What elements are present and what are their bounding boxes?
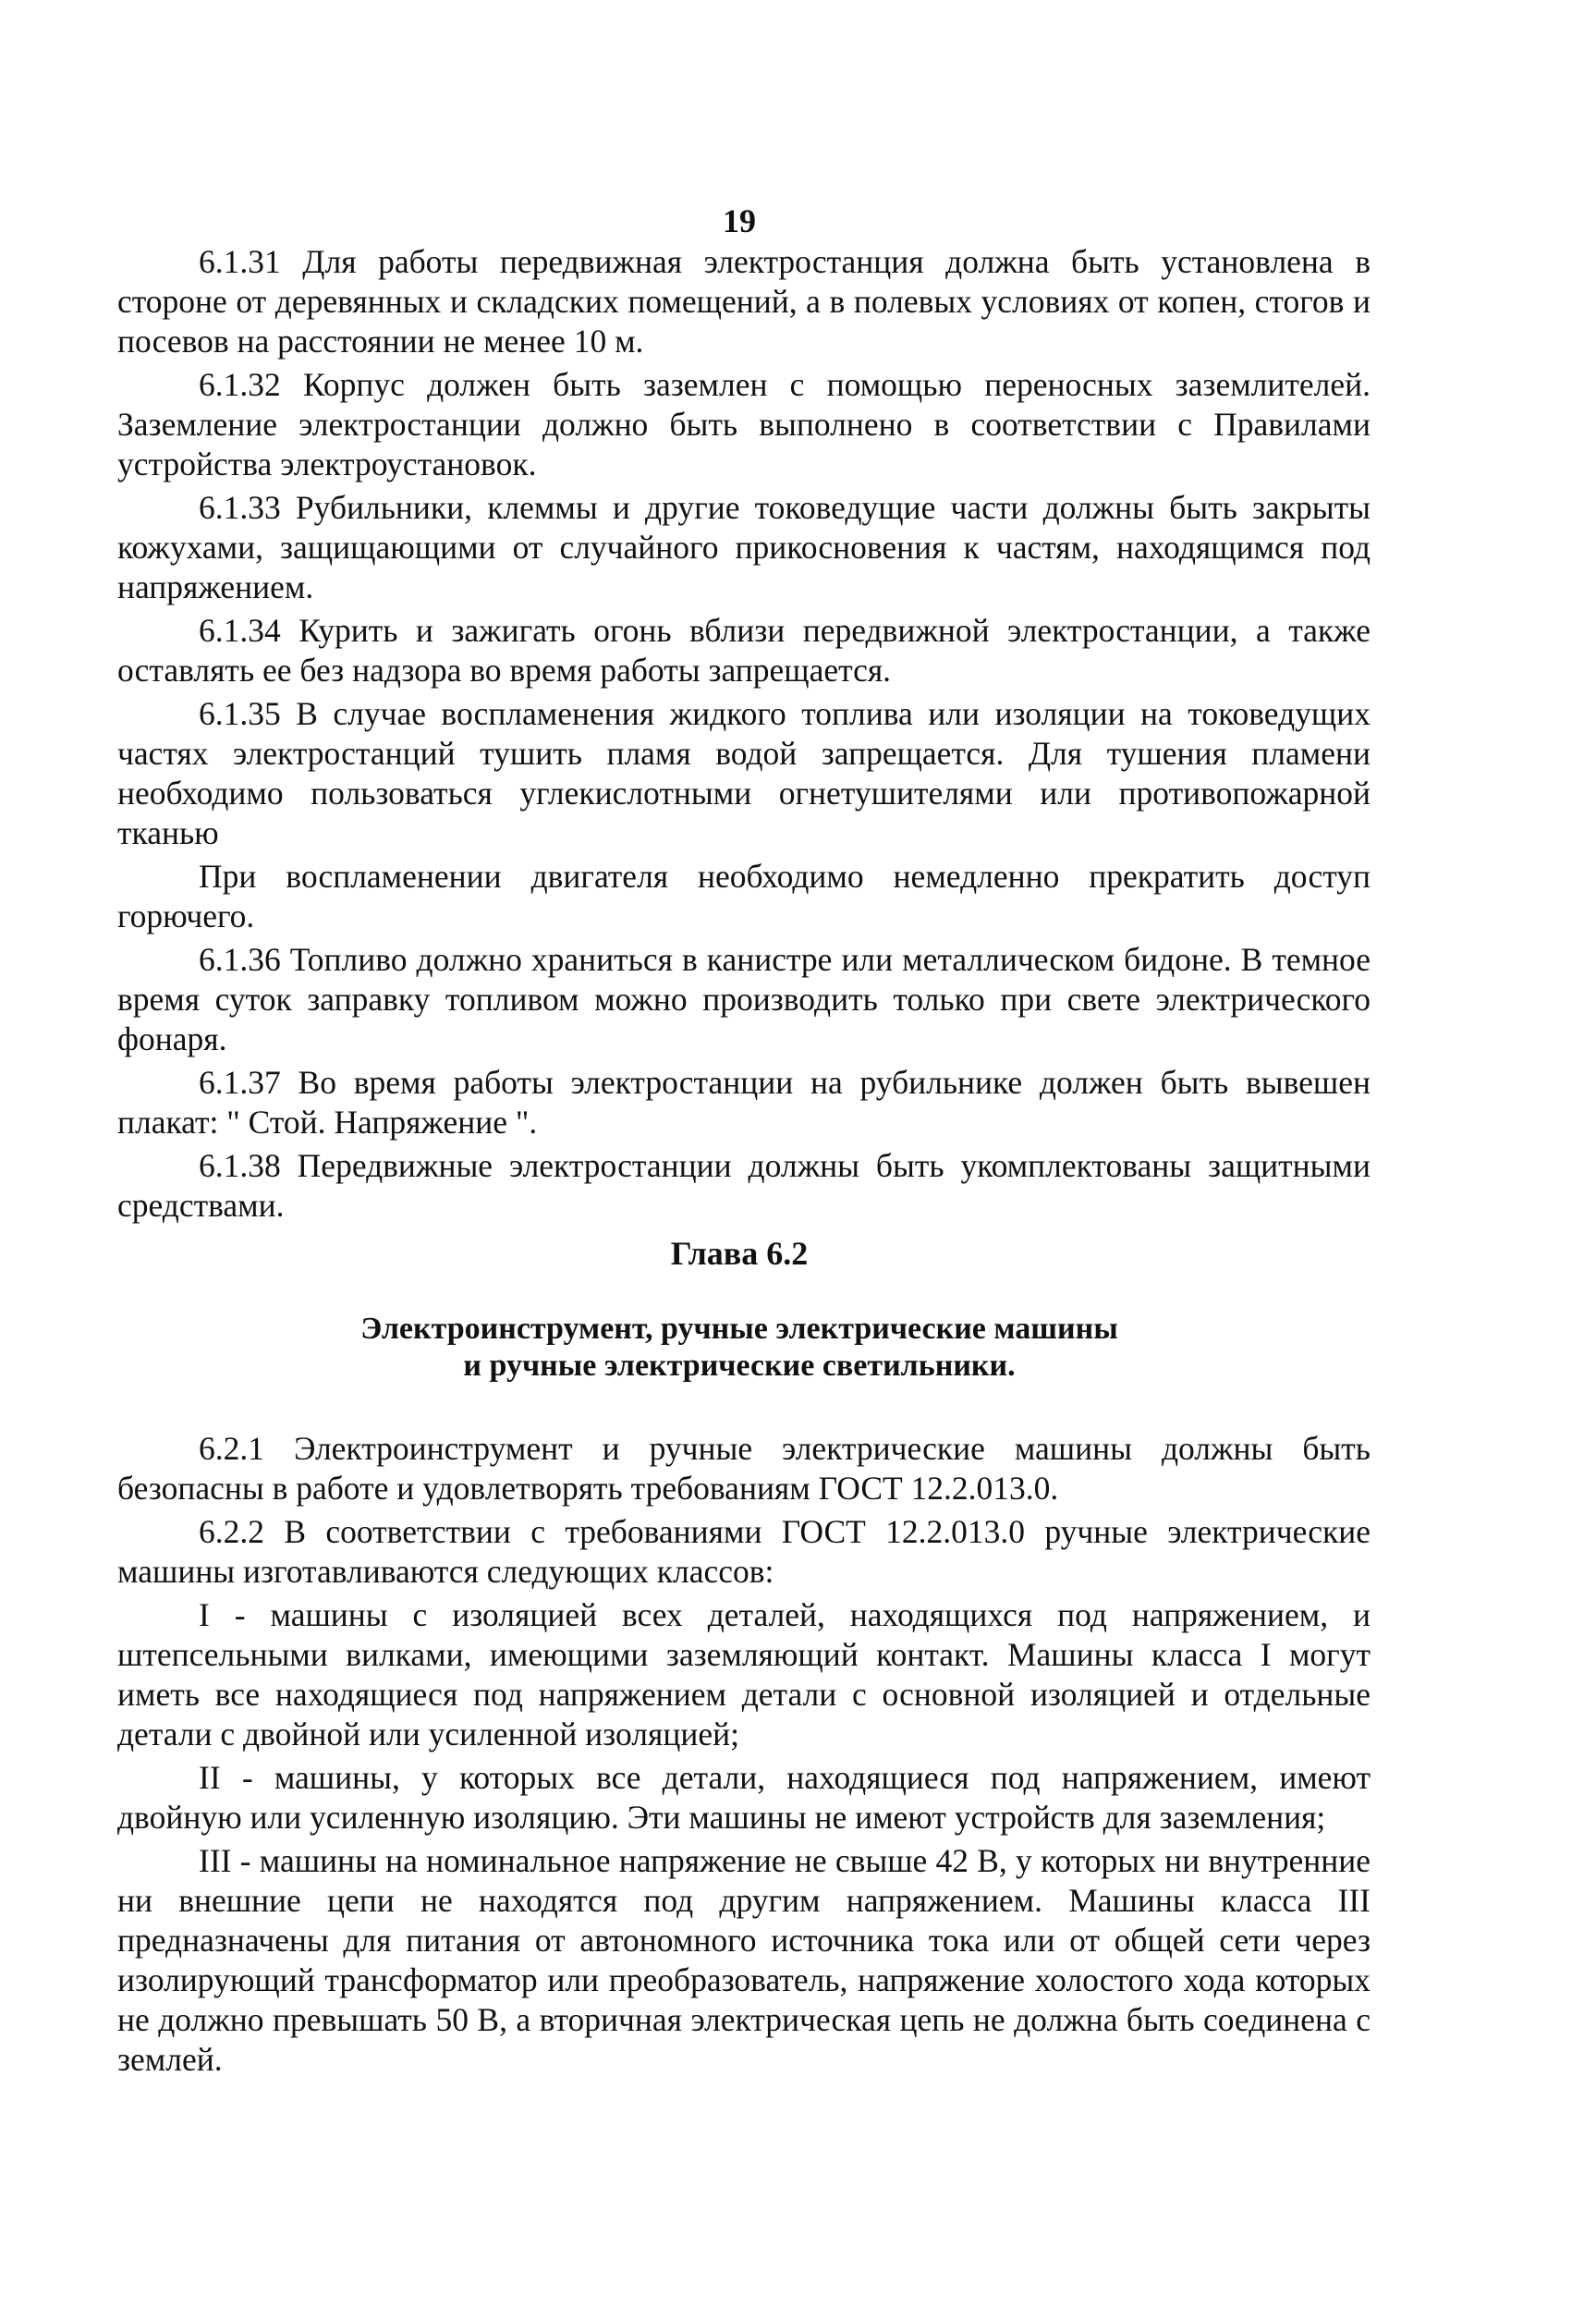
paragraph-6-1-33: 6.1.33 Рубильники, клеммы и другие токоведущие части должны быть закрыты кожухами, защищающими от случайного прикосновения к частям, находящимся под напряжением. [117, 489, 1371, 605]
paragraph-6-1-36: 6.1.36 Топливо должно храниться в канистре или металлическом бидоне. В темное время суток заправку топливом можно производить только при свете электрического фонаря. [117, 941, 1371, 1057]
chapter-heading: Глава 6.2 [670, 1235, 809, 1272]
paragraph-6-1-37: 6.1.37 Во время работы электростанции на рубильнике должен быть вывешен плакат: " Стой. Напряжение ". [117, 1064, 1371, 1141]
chapter-title [0, 1311, 1479, 1385]
page-number: 19 [723, 202, 756, 239]
paragraph-6-1-35: 6.1.35 В случае воспламенения жидкого топлива или изоляции на токоведущих частях электростанций тушить пламя водой запрещается. Для тушения пламени необходимо пользоваться углекислотными огнетушителями или противопожарной тканью [117, 695, 1371, 851]
paragraph-6-1-38: 6.1.38 Передвижные электростанции должны быть укомплектованы защитными средствами. [117, 1147, 1371, 1224]
paragraph-class-i: I - машины с изоляцией всех деталей, находящихся под напряжением, и штепсельными вилками, имеющими заземляющий контакт. Машины класса I могут иметь все находящиеся под напряжением детали с основной изоляцией и отдельные детали с двойной или усиленной изоляцией; [117, 1596, 1371, 1752]
paragraph-class-iii: III - машины на номинальное напряжение не свыше 42 В, у которых ни внутренние ни внешние цепи не находятся под другим напряжением. Машины класса III предназначены для питания от автономного источника тока или от общей сети через изолирующий трансформатор или преобразователь, напряжение холостого хода которых не должно превышать 50 В, а вторичная электрическая цепь не должна быть соединена с землей. [117, 1842, 1371, 2078]
chapter-title-line-2: и ручные электрические светильники. [463, 1349, 1016, 1383]
paragraph-6-2-1: 6.2.1 Электроинструмент и ручные электрические машины должны быть безопасны в работе и удовлетворять требованиям ГОСТ 12.2.013.0. [117, 1430, 1371, 1507]
paragraph-6-1-32: 6.1.32 Корпус должен быть заземлен с помощью переносных заземлителей. Заземление электростанции должно быть выполнено в соответствии с Правилами устройства электроустановок. [117, 366, 1371, 482]
paragraph-6-1-34: 6.1.34 Курить и зажигать огонь вблизи передвижной электростанции, а также оставлять ее без надзора во время работы запрещается. [117, 612, 1371, 689]
chapter-title-line-1: Электроинструмент, ручные электрические машины [360, 1312, 1118, 1346]
paragraph-engine-fire: При воспламенении двигателя необходимо немедленно прекратить доступ горючего. [117, 858, 1371, 934]
section-6-2-text [117, 1429, 1371, 2080]
section-6-1-text [117, 242, 1371, 1226]
paragraph-class-ii: II - машины, у которых все детали, находящиеся под напряжением, имеют двойную или усиленную изоляцию. Эти машины не имеют устройств для заземления; [117, 1759, 1371, 1836]
paragraph-6-1-31: 6.1.31 Для работы передвижная электростанция должна быть установлена в стороне от деревянных и складских помещений, а в полевых условиях от копен, стогов и посевов на расстоянии не менее 10 м. [117, 243, 1371, 360]
paragraph-6-2-2: 6.2.2 В соответствии с требованиями ГОСТ 12.2.013.0 ручные электрические машины изготавливаются следующих классов: [117, 1513, 1371, 1590]
